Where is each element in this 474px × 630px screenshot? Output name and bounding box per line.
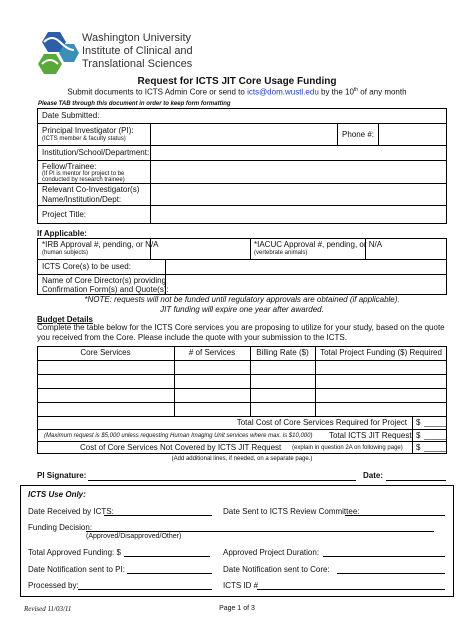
total-cost-label: Total Cost of Core Services Required for Project [236, 418, 407, 427]
max-request-note: (Maximum request is $5,000 unless requesting Human Imaging Unit services where max. is $10,000) [44, 433, 313, 439]
pi-signature-label: PI Signature: [37, 471, 87, 480]
coinv-field[interactable] [151, 184, 446, 205]
processed-by-label: Processed by: [28, 581, 79, 590]
not-covered-dollar: $ [416, 443, 421, 452]
pi-field[interactable] [151, 124, 337, 145]
notif-pi-line[interactable] [127, 573, 212, 574]
logo-text [82, 32, 193, 71]
budget-heading: Budget Details [37, 315, 94, 324]
applicable-heading: If Applicable: [37, 229, 87, 238]
icts-use-heading: ICTS Use Only: [28, 490, 86, 499]
submit-sup: th [353, 87, 359, 93]
irb-field[interactable] [151, 239, 250, 259]
budget-row-input[interactable] [38, 403, 446, 416]
submit-email-link[interactable]: icts@dom.wustl.edu [247, 87, 319, 97]
processed-by-line[interactable] [78, 589, 212, 590]
budget-intro: Complete the table below for the ICTS Core services you are proposing to utilize for your study, based on the quote you received from the Core. Please include the quote with your submission to the ICTS. [37, 323, 445, 342]
date-received-label: Date Received by ICTS: [28, 507, 114, 516]
coinv-label-1: Relevant Co-Investigator(s) [42, 185, 140, 194]
icts-id-label: ICTS ID # [223, 581, 259, 590]
signature-date-label: Date: [363, 471, 384, 480]
institution-label: Institution/School/Department: [42, 148, 150, 157]
budget-row-input[interactable] [38, 389, 446, 402]
icts-id-line[interactable] [257, 589, 445, 590]
pi-label: Principal Investigator (PI): [42, 126, 134, 135]
iacuc-field[interactable] [366, 239, 446, 259]
signature-date-line[interactable] [386, 480, 446, 481]
coinv-label-2: Name/Institution/Dept: [42, 195, 122, 204]
page-number: Page 1 of 3 [219, 605, 255, 612]
logo-line-2: Institute of Clinical and [82, 45, 193, 57]
project-title-field[interactable] [151, 206, 446, 223]
directors-label-1: Name of Core Director(s) providing [42, 276, 167, 285]
submit-instructions [0, 87, 474, 97]
submit-mid: by the 10 [318, 87, 354, 97]
irb-label: *IRB Approval #, pending, or N/A [42, 240, 159, 249]
directors-label-2: Confirmation Form(s) and Quote(s): [42, 285, 169, 294]
logo-line-3: Translational Sciences [82, 58, 193, 70]
project-title-label: Project Title: [42, 210, 87, 219]
col-total-funding: Total Project Funding ($) Required [320, 348, 442, 357]
budget-row-input[interactable] [38, 375, 446, 388]
not-covered-value[interactable]: _____ [424, 443, 447, 452]
total-jit-label: Total ICTS JIT Request [329, 431, 412, 440]
icts-logo [34, 30, 80, 76]
date-submitted-label: Date Submitted: [42, 111, 100, 120]
notif-core-line[interactable] [337, 573, 445, 574]
expiry-note: JIT funding will expire one year after awarded. [160, 305, 324, 314]
fellow-sub-1: (If PI is mentor for project to be [42, 171, 125, 177]
logo-line-1: Washington University [82, 32, 192, 44]
funding-decision-line[interactable] [86, 531, 434, 532]
col-billing-rate: Billing Rate ($) [256, 348, 309, 357]
col-num-services: # of Services [188, 348, 236, 357]
fellow-sub-2: conducted by research trainee) [42, 177, 125, 183]
date-sent-label: Date Sent to ICTS Review Committee: [223, 507, 360, 516]
phone-label: Phone #: [342, 130, 375, 139]
institution-field[interactable] [151, 146, 446, 160]
pi-sublabel: (ICTS member & faculty status) [42, 136, 126, 142]
iacuc-label: *IACUC Approval #, pending, or N/A [254, 240, 383, 249]
approved-duration-label: Approved Project Duration: [223, 548, 320, 557]
notif-pi-label: Date Notification sent to PI: [28, 565, 125, 574]
total-cost-dollar: $ [416, 418, 421, 427]
not-covered-label: Cost of Core Services Not Covered by ICTS JIT Request [80, 443, 282, 452]
phone-field[interactable] [379, 124, 446, 145]
irb-sublabel: (human subjects) [42, 250, 89, 256]
approved-duration-line[interactable] [323, 556, 445, 557]
total-cost-value[interactable]: _____ [424, 418, 447, 427]
logo-graphic [34, 30, 80, 76]
date-submitted-field[interactable] [151, 109, 446, 123]
page-title: Request for ICTS JIT Core Usage Funding [137, 76, 337, 87]
cores-label: ICTS Core(s) to be used: [42, 262, 131, 271]
regulatory-note: *NOTE: requests will not be funded until regulatory approvals are obtained (if applicable). [84, 295, 400, 304]
date-received-line[interactable] [104, 515, 212, 516]
total-approved-line[interactable] [124, 556, 210, 557]
tab-note: Please TAB through this document in order to keep form formatting [38, 101, 231, 107]
col-core-services: Core Services [80, 348, 131, 357]
pi-signature-line[interactable] [88, 480, 356, 481]
total-jit-dollar: $ [416, 431, 421, 440]
fellow-label: Fellow/Trainee: [42, 162, 97, 171]
decision-options: (Approved/Disapproved/Other) [86, 533, 182, 540]
budget-row-input[interactable] [38, 361, 446, 374]
notif-core-label: Date Notification sent to Core: [223, 565, 330, 574]
revised-date: Revised 11/03/11 [24, 605, 72, 613]
directors-field[interactable] [166, 275, 446, 294]
total-jit-value[interactable]: _____ [424, 431, 447, 440]
cores-field[interactable] [166, 260, 446, 274]
funding-decision-label: Funding Decision: [28, 523, 93, 532]
fellow-field[interactable] [151, 161, 446, 183]
add-lines-note: (Add additional lines, if needed, on a separate page.) [171, 456, 313, 462]
date-sent-line[interactable] [345, 515, 445, 516]
iacuc-sublabel: (vertebrate animals) [254, 250, 308, 256]
submit-suffix: of any month [358, 87, 407, 97]
not-covered-note: (explain in question 2A on following page) [292, 445, 403, 451]
submit-prefix: Submit documents to ICTS Admin Core or send to [67, 87, 248, 97]
total-approved-label: Total Approved Funding: $ [28, 548, 121, 557]
